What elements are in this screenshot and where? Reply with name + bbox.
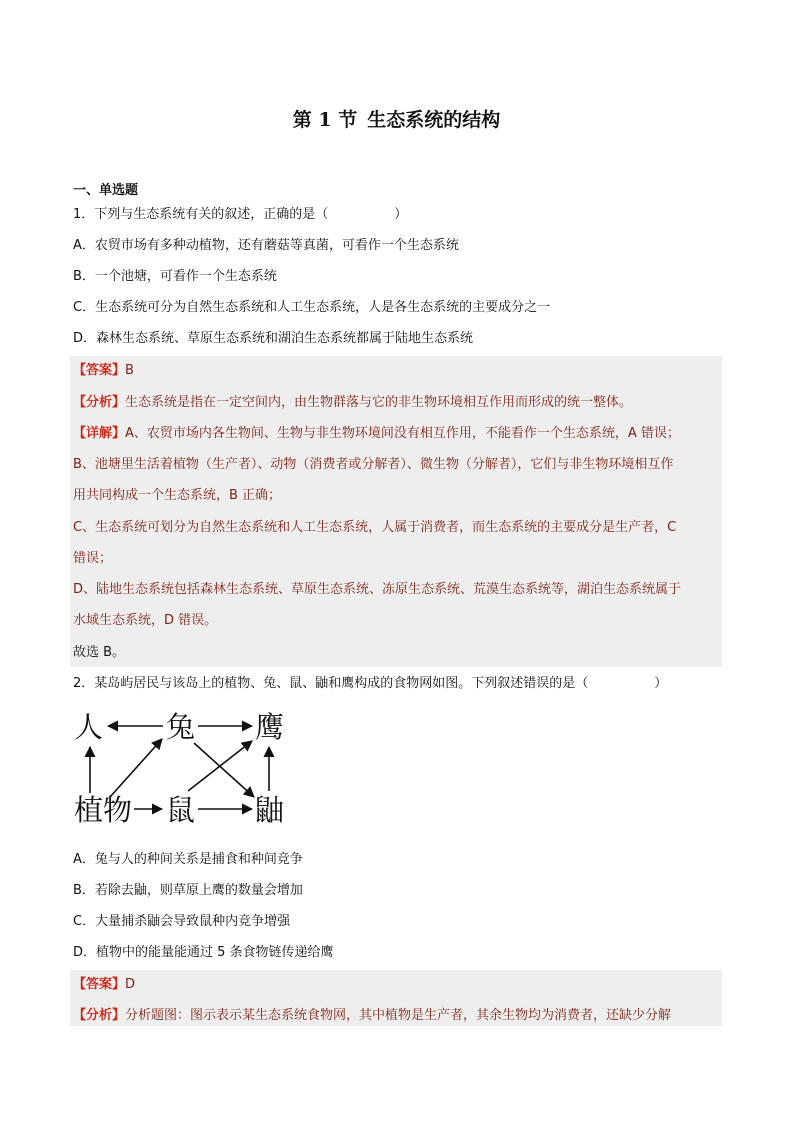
arrow-rabbit-to-weasel — [194, 743, 254, 797]
q2-analysis: 【分析】分析题图：图示表示某生态系统食物网，其中植物是生产者，其余生物均为消费者，还缺少分解 — [73, 1008, 672, 1023]
node-eagle: 鹰 — [255, 710, 285, 744]
q1-detail-line: D、陆地生态系统包括森林生态系统、草原生态系统、冻原生态系统、荒漠生态系统等，湖泊生态系统属于 — [73, 582, 682, 597]
q1-detail-line: 错误； — [73, 551, 113, 566]
q2-stem: 2．某岛屿居民与该岛上的植物、兔、鼠、鼬和鹰构成的食物网如图。下列叙述错误的是（ ） — [73, 676, 668, 691]
section-heading: 一、单选题 — [73, 183, 139, 198]
title-text: 生态系统的结构 — [367, 109, 501, 131]
q1-detail-line: C、生态系统可划分为自然生态系统和人工生态系统，人属于消费者，而生态系统的主要成分是生产者，C — [73, 520, 677, 535]
q1-answer-box — [70, 356, 722, 667]
q2-option-b: B．若除去鼬，则草原上鹰的数量会增加 — [73, 883, 303, 898]
food-web-diagram — [70, 705, 300, 835]
q2-option-a: A．兔与人的种间关系是捕食和种间竞争 — [73, 852, 303, 867]
arrow-plant-to-rabbit — [110, 739, 162, 797]
q1-option-c: C．生态系统可分为自然生态系统和人工生态系统，人是各生态系统的主要成分之一 — [73, 300, 551, 315]
q1-answer: 【答案】B — [73, 363, 134, 378]
q1-detail-line: 水域生态系统，D 错误。 — [73, 613, 218, 628]
q1-detail-line: B、池塘里生活着植物（生产者）、动物（消费者或分解者）、微生物（分解者），它们与非生物环境相互作 — [73, 457, 674, 472]
q1-stem: 1．下列与生态系统有关的叙述，正确的是（ ） — [73, 207, 408, 222]
q1-conclusion: 故选 B。 — [73, 645, 126, 660]
title-number: 第 1 节 — [292, 109, 358, 131]
q1-option-a: A．农贸市场有多种动植物，还有蘑菇等真菌，可看作一个生态系统 — [73, 238, 459, 253]
q1-option-d: D．森林生态系统、草原生态系统和湖泊生态系统都属于陆地生态系统 — [73, 331, 474, 346]
page-title — [0, 105, 793, 132]
node-mouse: 鼠 — [166, 793, 196, 827]
node-weasel: 鼬 — [255, 793, 285, 827]
q2-option-c: C．大量捕杀鼬会导致鼠种内竞争增强 — [73, 914, 291, 929]
node-human: 人 — [74, 710, 104, 744]
q1-detail-line: 用共同构成一个生态系统，B 正确； — [73, 488, 282, 503]
q2-answer: 【答案】D — [73, 977, 136, 992]
q1-option-b: B．一个池塘，可看作一个生态系统 — [73, 269, 277, 284]
q2-option-d: D．植物中的能量能通过 5 条食物链传递给鹰 — [73, 945, 334, 960]
q1-detail-line: 【详解】A、农贸市场内各生物间、生物与非生物环境间没有相互作用，不能看作一个生态系统，A 错误； — [73, 426, 680, 441]
q1-analysis: 【分析】生态系统是指在一定空间内，由生物群落与它的非生物环境相互作用而形成的统一整体。 — [73, 395, 633, 410]
node-rabbit: 兔 — [166, 710, 196, 744]
q2-answer-box — [70, 970, 722, 1026]
node-plant: 植物 — [74, 793, 133, 827]
